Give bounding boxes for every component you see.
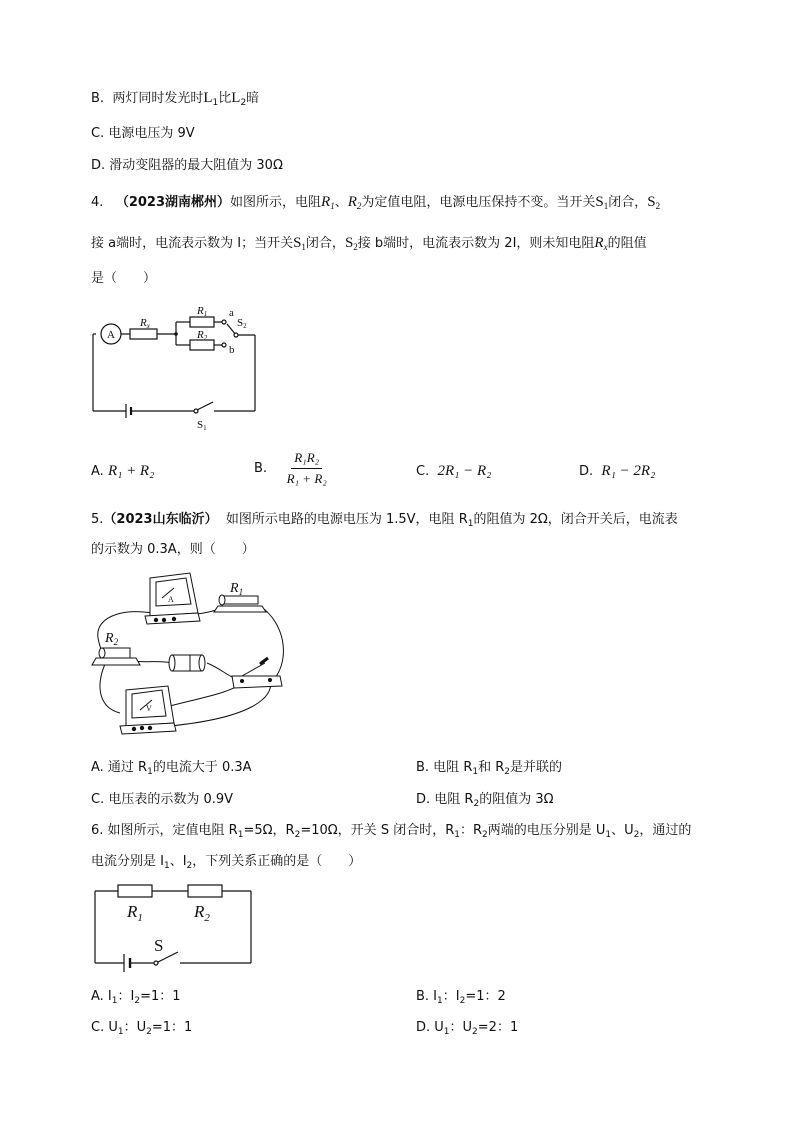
- r2-label: R2: [197, 329, 208, 342]
- stem-text: =10Ω，开关 S 闭合时，R: [300, 823, 455, 838]
- stem-text: ，通过的: [639, 823, 692, 838]
- option-text: A. I: [91, 989, 112, 1004]
- option-text: 是并联的: [510, 760, 563, 775]
- math-s2: $S_2$: [647, 194, 661, 211]
- lamp-symbol: L: [203, 90, 213, 106]
- option-text: D. 电阻 R: [416, 792, 474, 807]
- switch-label: S: [154, 936, 164, 955]
- r2-label: $R_2$: [194, 902, 210, 924]
- q6-circuit-diagram: [90, 880, 260, 975]
- q6-option-a: [91, 988, 181, 1006]
- q6-stem-line-2: [91, 853, 361, 871]
- lamp-symbol: L: [231, 90, 241, 106]
- option-formula: 2R₁ − R₂: [437, 463, 492, 479]
- option-text: ：I: [442, 989, 460, 1004]
- q5-option-c: C. 电压表的示数为 0.9V: [91, 792, 234, 807]
- subscript: 2: [294, 830, 301, 840]
- stem-text: ，下列关系正确的是（ ）: [192, 854, 362, 869]
- option-text: =1：2: [465, 989, 506, 1004]
- option-text: =2：1: [477, 1020, 519, 1035]
- q5-circuit-illustration: [90, 568, 290, 748]
- option-prefix: B.: [91, 91, 105, 106]
- q4-stem-line-3: 是（ ）: [91, 271, 157, 286]
- question-number: 5.: [91, 512, 104, 527]
- stem-text: 两端的电压分别是 U: [487, 823, 606, 838]
- rx-label: Rx: [140, 317, 150, 330]
- stem-text: 如图所示，电阻: [230, 195, 322, 210]
- subscript: 2: [134, 996, 141, 1006]
- q5-option-d: [416, 791, 554, 809]
- subscript: 2: [186, 861, 193, 871]
- q6-option-b: [416, 988, 506, 1006]
- stem-text: 、: [334, 195, 348, 210]
- stem-text: 为定值电阻，电源电压保持不变。当开关: [361, 195, 596, 210]
- option-text: 暗: [246, 91, 260, 106]
- q4-stem-line-1: [91, 193, 660, 212]
- subscript: 1: [117, 1027, 124, 1037]
- option-formula: R₁ + R₂: [107, 463, 155, 479]
- q4-stem-line-2: [91, 234, 647, 253]
- r1-label: R1: [197, 305, 208, 318]
- stem-text: 接 b端时，电流表示数为 2I，则未知电阻: [357, 236, 595, 251]
- option-text: B. 电阻 R: [416, 760, 473, 775]
- fraction-denominator: R₁ + R₂: [286, 471, 327, 486]
- option-text: =1：1: [151, 1020, 193, 1035]
- r2-label: $R_2$: [105, 631, 119, 647]
- subscript: 2: [472, 1027, 478, 1037]
- q6-stem-line-1: [91, 822, 691, 840]
- subscript: 2: [473, 799, 480, 809]
- option-fraction: [284, 449, 330, 488]
- stem-text: 电流分别是 I: [91, 854, 164, 869]
- stem-text: 的阻值: [607, 236, 647, 251]
- math-s1: $S_1$: [293, 235, 306, 252]
- q3-option-b: [91, 89, 259, 108]
- q5-option-a: [91, 759, 252, 777]
- option-text: 和 R: [478, 760, 505, 775]
- math-s1: $S_1$: [595, 194, 609, 211]
- subscript: 1: [111, 996, 118, 1006]
- junction-dot: [174, 332, 178, 336]
- stem-text: 6. 如图所示，定值电阻 R: [91, 823, 238, 838]
- option-text: D. U: [416, 1020, 444, 1035]
- q6-option-c: [91, 1019, 192, 1037]
- subscript: 1: [467, 519, 474, 529]
- question-number: 4.: [91, 195, 104, 210]
- terminal-b-label: b: [229, 344, 235, 356]
- stem-text: 、I: [169, 854, 187, 869]
- q4-option-d: [579, 462, 655, 481]
- q5-stem-line-2: 的示数为 0.3A，则（ ）: [91, 542, 255, 557]
- subscript: 2: [459, 996, 466, 1006]
- s1-label: S1: [197, 419, 207, 432]
- r1-label: $R_1$: [230, 581, 244, 597]
- subscript: 2: [240, 98, 247, 108]
- math-r2: $R_2$: [347, 194, 362, 211]
- option-prefix: B.: [254, 461, 268, 476]
- r1-label: $R_1$: [127, 902, 143, 924]
- ammeter-label: A: [107, 329, 115, 341]
- option-text: =1：1: [140, 989, 181, 1004]
- q3-option-c: C. 电源电压为 9V: [91, 126, 195, 141]
- voltmeter-letter: V: [146, 704, 152, 713]
- ammeter-letter: A: [168, 595, 174, 604]
- terminal-a-label: a: [229, 307, 234, 319]
- subscript: 1: [472, 767, 479, 777]
- stem-text: 的阻值为 2Ω，闭合开关后，电流表: [473, 512, 678, 527]
- option-prefix: C.: [416, 464, 430, 479]
- q6-option-d: [416, 1019, 518, 1037]
- stem-text: 如图所示电路的电源电压为 1.5V，电阻 R: [225, 512, 468, 527]
- subscript: 2: [504, 767, 510, 777]
- option-text: 的电流大于 0.3A: [152, 760, 252, 775]
- option-text: A. 通过 R: [91, 760, 148, 775]
- q4-circuit-diagram: [90, 298, 265, 433]
- q5-stem-line-1: [91, 511, 678, 529]
- option-text: ：I: [117, 989, 135, 1004]
- subscript: 1: [437, 996, 443, 1006]
- subscript: 1: [147, 767, 153, 777]
- q4-option-c: [416, 462, 491, 481]
- stem-text: 闭合，: [608, 195, 648, 210]
- question-source: （2023山东临沂）: [103, 512, 218, 527]
- math-r1: $R_1$: [321, 194, 335, 211]
- math-s2: $S_2$: [344, 235, 358, 252]
- option-text: ：U: [123, 1020, 147, 1035]
- option-text: 比: [218, 91, 232, 106]
- option-text: B. I: [416, 989, 438, 1004]
- option-text: 的阻值为 3Ω: [479, 792, 554, 807]
- question-source: （2023湖南郴州）: [115, 195, 230, 210]
- stem-text: 闭合，: [305, 236, 345, 251]
- subscript: 1: [212, 98, 219, 108]
- option-text: 两灯同时发光时: [112, 91, 204, 106]
- option-text: ：U: [449, 1020, 473, 1035]
- subscript: 1: [237, 830, 244, 840]
- option-text: C. U: [91, 1020, 118, 1035]
- subscript: 1: [454, 830, 460, 840]
- option-prefix: A.: [91, 464, 104, 479]
- subscript: 2: [482, 830, 488, 840]
- stem-text: =5Ω，R: [243, 823, 295, 838]
- stem-text: 接 a端时，电流表示数为 I；当开关: [91, 236, 294, 251]
- q5-option-b: [416, 759, 562, 777]
- q3-option-d: D. 滑动变阻器的最大阻值为 30Ω: [91, 158, 283, 173]
- math-rx: $R_x$: [594, 235, 608, 252]
- q4-option-b: [254, 449, 330, 488]
- option-formula: R₁ − 2R₂: [601, 463, 656, 479]
- fraction-numerator: R₁R₂: [291, 449, 322, 469]
- q4-option-a: [91, 462, 154, 481]
- s2-label: S2: [237, 317, 247, 330]
- subscript: 1: [605, 830, 612, 840]
- subscript: 1: [443, 1027, 450, 1037]
- stem-text: ：R: [459, 823, 483, 838]
- option-prefix: D.: [579, 464, 594, 479]
- subscript: 2: [633, 830, 640, 840]
- subscript: 1: [163, 861, 170, 871]
- subscript: 2: [146, 1027, 152, 1037]
- stem-text: 、U: [611, 823, 634, 838]
